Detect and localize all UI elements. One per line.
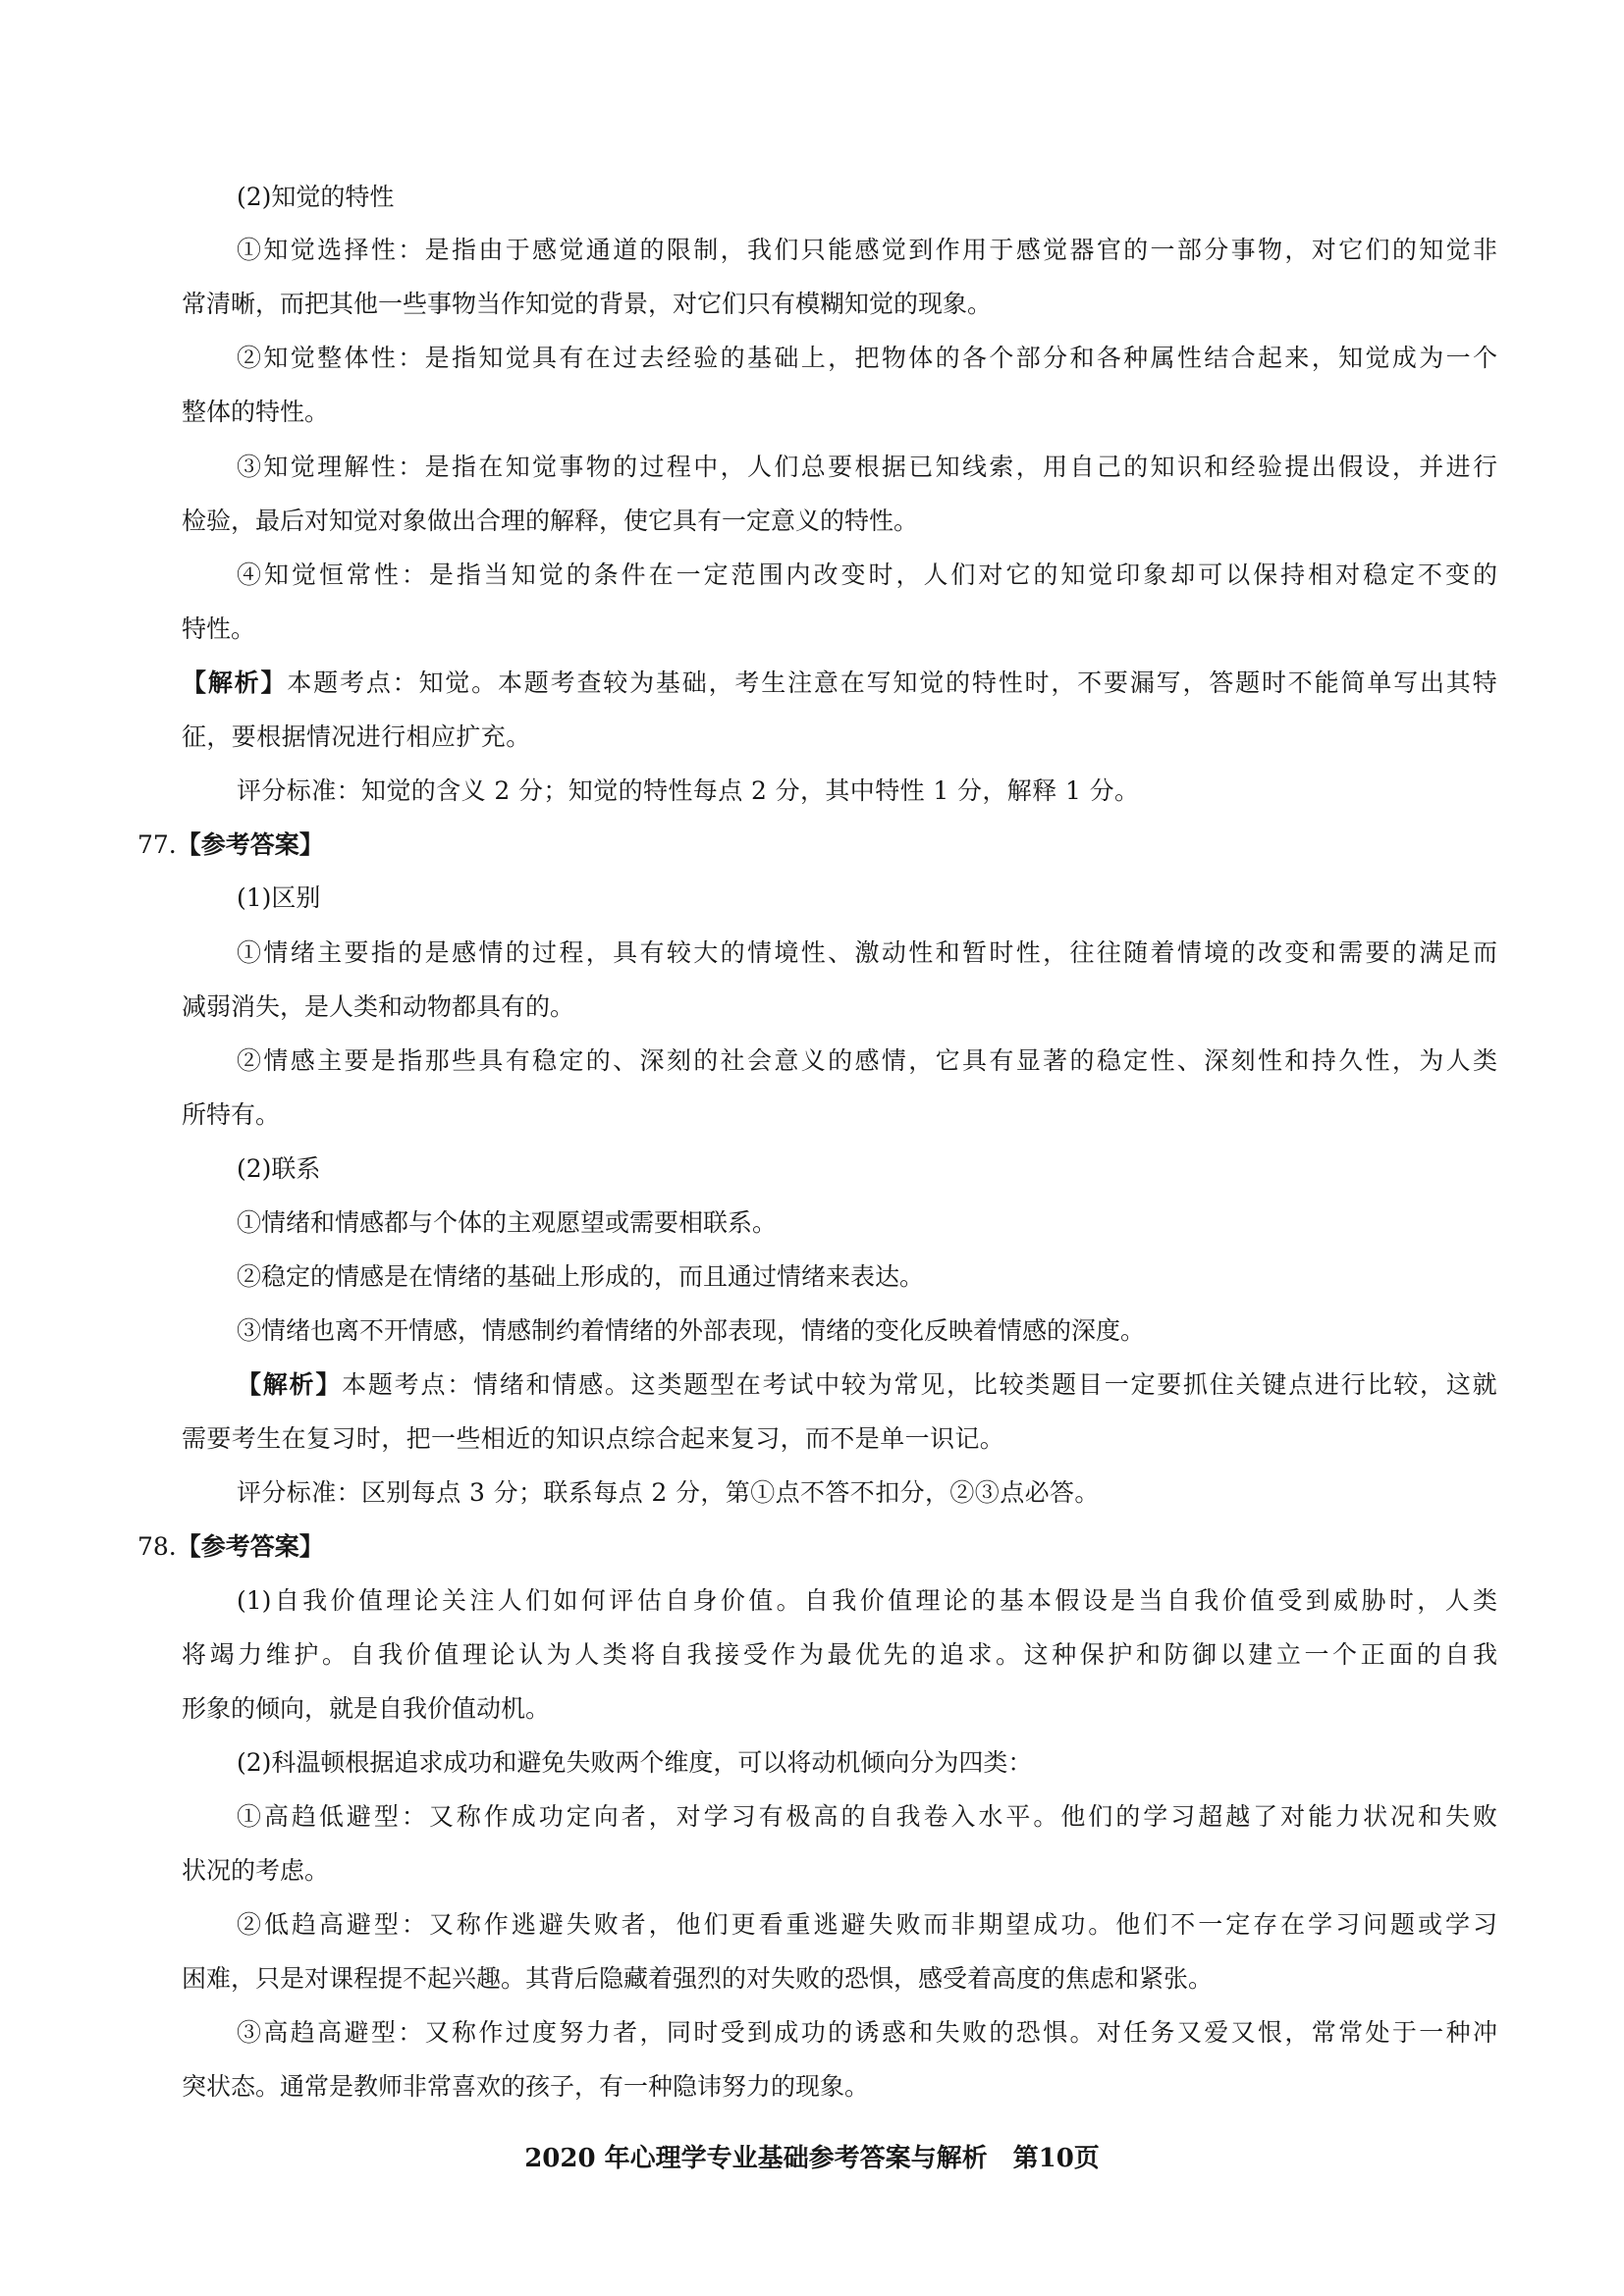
- difference-heading: (1)区别: [237, 883, 321, 912]
- self-worth-line-1: (1)自我价值理论关注人们如何评估自身价值。自我价值理论的基本假设是当自我价值受到威胁时，人类: [237, 1586, 1497, 1615]
- emotion-diff-line-2: 减弱消失，是人类和动物都具有的。: [182, 992, 575, 1021]
- question-78-header: [137, 1530, 1453, 1564]
- analysis-paragraph-line-2: 征，要根据情况进行相应扩充。: [182, 722, 531, 751]
- answer-tag: 【参考答案】: [176, 830, 324, 859]
- trait-understanding-line-2: 检验，最后对知觉对象做出合理的解释，使它具有一定意义的特性。: [182, 507, 919, 535]
- analysis-paragraph-line-2: 需要考生在复习时，把一些相近的知识点综合起来复习，而不是单一识记。: [182, 1424, 1005, 1453]
- analysis-paragraph-line-1: [182, 667, 1497, 700]
- trait-selectivity-line-2: 常清晰，而把其他一些事物当作知觉的背景，对它们只有模糊知觉的现象。: [182, 290, 993, 318]
- covington-intro: (2)科温顿根据追求成功和避免失败两个维度，可以将动机倾向分为四类：: [237, 1748, 1033, 1777]
- question-77-header: [137, 828, 1453, 862]
- self-worth-line-2: 将竭力维护。自我价值理论认为人类将自我接受作为最优先的追求。这种保护和防御以建立一个正面的自我: [182, 1640, 1497, 1669]
- trait-constancy-line-2: 特性。: [182, 614, 256, 643]
- analysis-tag: 【解析】: [182, 668, 288, 697]
- emotion-diff-line-1: ①情绪主要指的是感情的过程，具有较大的情境性、激动性和暂时性，往往随着情境的改变和需要的满足而: [237, 938, 1497, 967]
- trait-understanding-line-1: ③知觉理解性：是指在知觉事物的过程中，人们总要根据已知线索，用自己的知识和经验提出假设，并进行: [237, 453, 1497, 481]
- trait-wholeness-line-2: 整体的特性。: [182, 398, 330, 426]
- self-worth-line-3: 形象的倾向，就是自我价值动机。: [182, 1694, 551, 1723]
- answer-tag: 【参考答案】: [176, 1532, 324, 1561]
- type-failure-avoiding-line-2: 困难，只是对课程提不起兴趣。其背后隐藏着强烈的对失败的恐惧，感受着高度的焦虑和紧张。: [182, 1964, 1214, 1993]
- analysis-tag: 【解析】: [237, 1370, 343, 1399]
- type-success-oriented-line-1: ①高趋低避型：又称作成功定向者，对学习有极高的自我卷入水平。他们的学习超越了对能力状况和失败: [237, 1802, 1497, 1831]
- trait-wholeness-line-1: ②知觉整体性：是指知觉具有在过去经验的基础上，把物体的各个部分和各种属性结合起来，知觉成为一个: [237, 344, 1497, 372]
- analysis-paragraph-line-1: [237, 1368, 1497, 1402]
- type-overstriver-line-2: 突状态。通常是教师非常喜欢的孩子，有一种隐讳努力的现象。: [182, 2072, 870, 2101]
- analysis-text: 本题考点：情绪和情感。这类题型在考试中较为常见，比较类题目一定要抓住关键点进行比较，这就: [342, 1370, 1497, 1399]
- type-success-oriented-line-2: 状况的考虑。: [182, 1856, 330, 1885]
- trait-selectivity-line-1: ①知觉选择性：是指由于感觉通道的限制，我们只能感觉到作用于感觉器官的一部分事物，对它们的知觉非: [237, 236, 1497, 264]
- scoring-criteria: 评分标准：区别每点 3 分；联系每点 2 分，第①点不答不扣分，②③点必答。: [237, 1478, 1100, 1507]
- trait-constancy-line-1: ④知觉恒常性：是指当知觉的条件在一定范围内改变时，人们对它的知觉印象却可以保持相对稳定不变的: [237, 561, 1497, 589]
- connection-point-2: ②稳定的情感是在情绪的基础上形成的，而且通过情绪来表达。: [237, 1262, 925, 1291]
- perception-traits-heading: (2)知觉的特性: [237, 183, 395, 211]
- feeling-diff-line-1: ②情感主要是指那些具有稳定的、深刻的社会意义的感情，它具有显著的稳定性、深刻性和持久性，为人类: [237, 1046, 1497, 1075]
- connection-point-3: ③情绪也离不开情感，情感制约着情绪的外部表现，情绪的变化反映着情感的深度。: [237, 1316, 1146, 1345]
- type-overstriver-line-1: ③高趋高避型：又称作过度努力者，同时受到成功的诱惑和失败的恐惧。对任务又爱又恨，常常处于一种冲: [237, 2018, 1497, 2047]
- connection-point-1: ①情绪和情感都与个体的主观愿望或需要相联系。: [237, 1208, 778, 1237]
- connection-heading: (2)联系: [237, 1154, 321, 1183]
- feeling-diff-line-2: 所特有。: [182, 1100, 281, 1129]
- analysis-text: 本题考点：知觉。本题考查较为基础，考生注意在写知觉的特性时，不要漏写，答题时不能简单写出其特: [287, 668, 1498, 697]
- scoring-criteria: 评分标准：知觉的含义 2 分；知觉的特性每点 2 分，其中特性 1 分，解释 1 分。: [237, 776, 1140, 805]
- type-failure-avoiding-line-1: ②低趋高避型：又称作逃避失败者，他们更看重逃避失败而非期望成功。他们不一定存在学习问题或学习: [237, 1910, 1497, 1939]
- question-number: 78.: [137, 1532, 177, 1561]
- question-number: 77.: [137, 830, 177, 859]
- page-footer: 2020 年心理学专业基础参考答案与解析 第10页: [524, 2144, 1100, 2173]
